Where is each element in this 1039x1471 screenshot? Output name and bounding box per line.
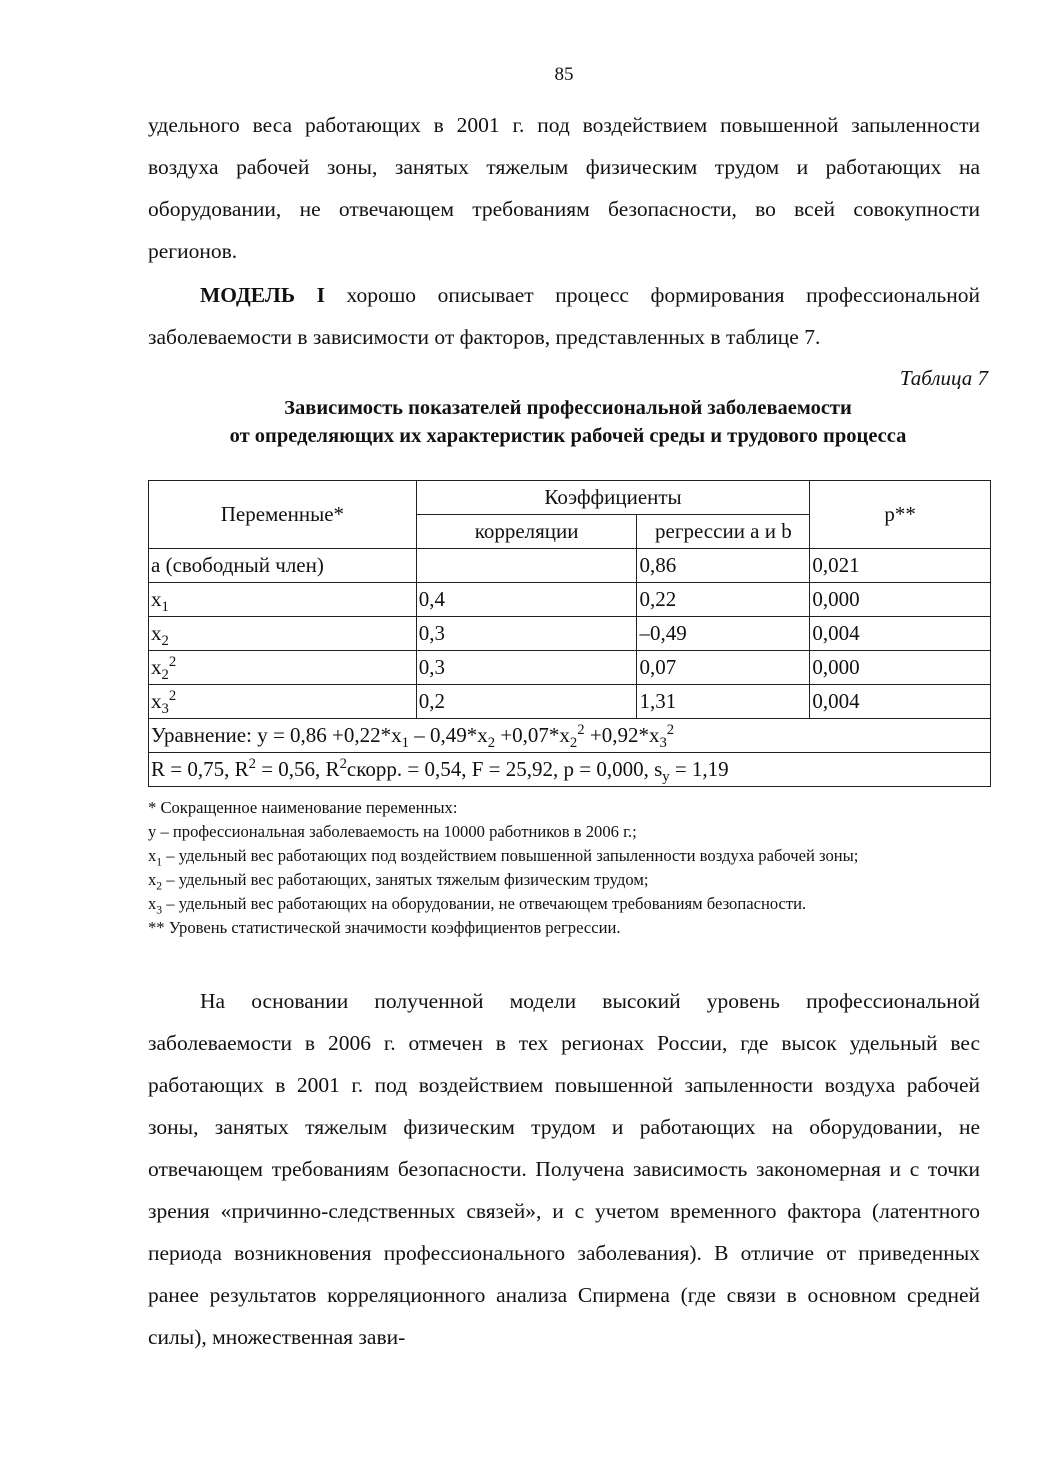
cell-regression: 0,86 [637,549,810,583]
cell-correlation: 0,2 [416,685,637,719]
model-label: МОДЕЛЬ I [200,283,325,307]
table-header-row [149,481,991,515]
table-row [149,549,991,583]
cell-regression: –0,49 [637,617,810,651]
note-item: ** Уровень статистической значимости коэффициентов регрессии. [148,918,621,937]
cell-regression: 1,31 [637,685,810,719]
header-coefficients: Коэффициенты [416,481,810,515]
page-number: 85 [554,64,574,85]
cell-regression: 0,07 [637,651,810,685]
header-regression: регрессии a и b [637,515,810,549]
cell-variable: $x_1$ [149,583,417,617]
cell-p: 0,004 [810,685,991,719]
regression-equation: Уравнение: $y = 0,86 +0,22*x_1 - 0,49*x_2 +0,07*x_2^2 +0,92*x_3^2$ [149,719,991,753]
cell-p: 0,004 [810,617,991,651]
table-row [149,583,991,617]
cell-p: 0,000 [810,583,991,617]
table-title-line-2: от определяющих их характеристик рабочей среды и трудового процесса [229,425,907,447]
header-p: p** [810,481,991,549]
cell-variable: $x_3^2$ [149,685,417,719]
conclusion-paragraph: На основании полученной модели высокий уровень профессиональной заболеваемости в 2006 г. отмечен в тех регионах России, где высок удельный вес работающих в 2001 г. под воздействием повышенной запыленности воздуха рабочей зоны, занятых тяжелым физическим трудом и работающих на оборудовании, не отвечающем требованиям безопасности. Получена зависимость закономерная и с точки зрения «причинно-следственных связей», и с учетом временного фактора (латентного периода возникновения профессионального заболевания). В отличие от приведенных ранее результатов корреляционного анализа Спирмена (где связи в основном средней силы), множественная зави- [148,989,980,1349]
table-notes [148,796,982,940]
table-row [149,651,991,685]
note-item: $x_1$ – удельный вес работающих под воздействием повышенной запыленности воздуха рабочей зоны; [148,846,859,869]
stats-row [149,753,991,787]
cell-correlation: 0,3 [416,651,637,685]
header-variables: Переменные* [149,481,417,549]
table-label: Таблица 7 [899,366,988,390]
note-item: $x_3$ – удельный вес работающих на оборудовании, не отвечающем требованиям безопасности. [148,894,807,917]
note-item: y – профессиональная заболеваемость на 10000 работников в 2006 г.; [148,822,637,841]
cell-correlation: 0,4 [416,583,637,617]
header-correlation: корреляции [416,515,637,549]
model-statistics: R = 0,75, $R^2 = 0,56$, $R^2скорр$. = 0,54, F = 25,92, p = 0,000, $s_y = 1,19$ [149,753,991,787]
table-row [149,617,991,651]
cell-p: 0,021 [810,549,991,583]
intro-paragraph: удельного веса работающих в 2001 г. под воздействием повышенной запыленности воздуха рабочей зоны, занятых тяжелым физическим трудом и работающих на оборудовании, не отвечающем требованиям безопасности, во всей совокупности регионов. [148,113,980,263]
table-row [149,685,991,719]
cell-variable: $x_2^2$ [149,651,417,685]
cell-correlation [416,549,637,583]
cell-variable: $x_2$ [149,617,417,651]
note-item: $x_2$ – удельный вес работающих, занятых тяжелым физическим трудом; [148,870,649,893]
cell-correlation: 0,3 [416,617,637,651]
note-item: * Сокращенное наименование переменных: [148,798,458,817]
cell-variable: a (свободный член) [149,549,417,583]
model-paragraph [148,274,980,358]
equation-row [149,719,991,753]
regression-table [148,480,991,787]
table-title-line-1: Зависимость показателей профессиональной заболеваемости [284,397,852,419]
cell-p: 0,000 [810,651,991,685]
cell-regression: 0,22 [637,583,810,617]
table-title [148,394,988,450]
model-text: хорошо описывает процесс формирования профессиональной заболеваемости в зависимости от факторов, представленных в таблице 7. [148,283,980,349]
